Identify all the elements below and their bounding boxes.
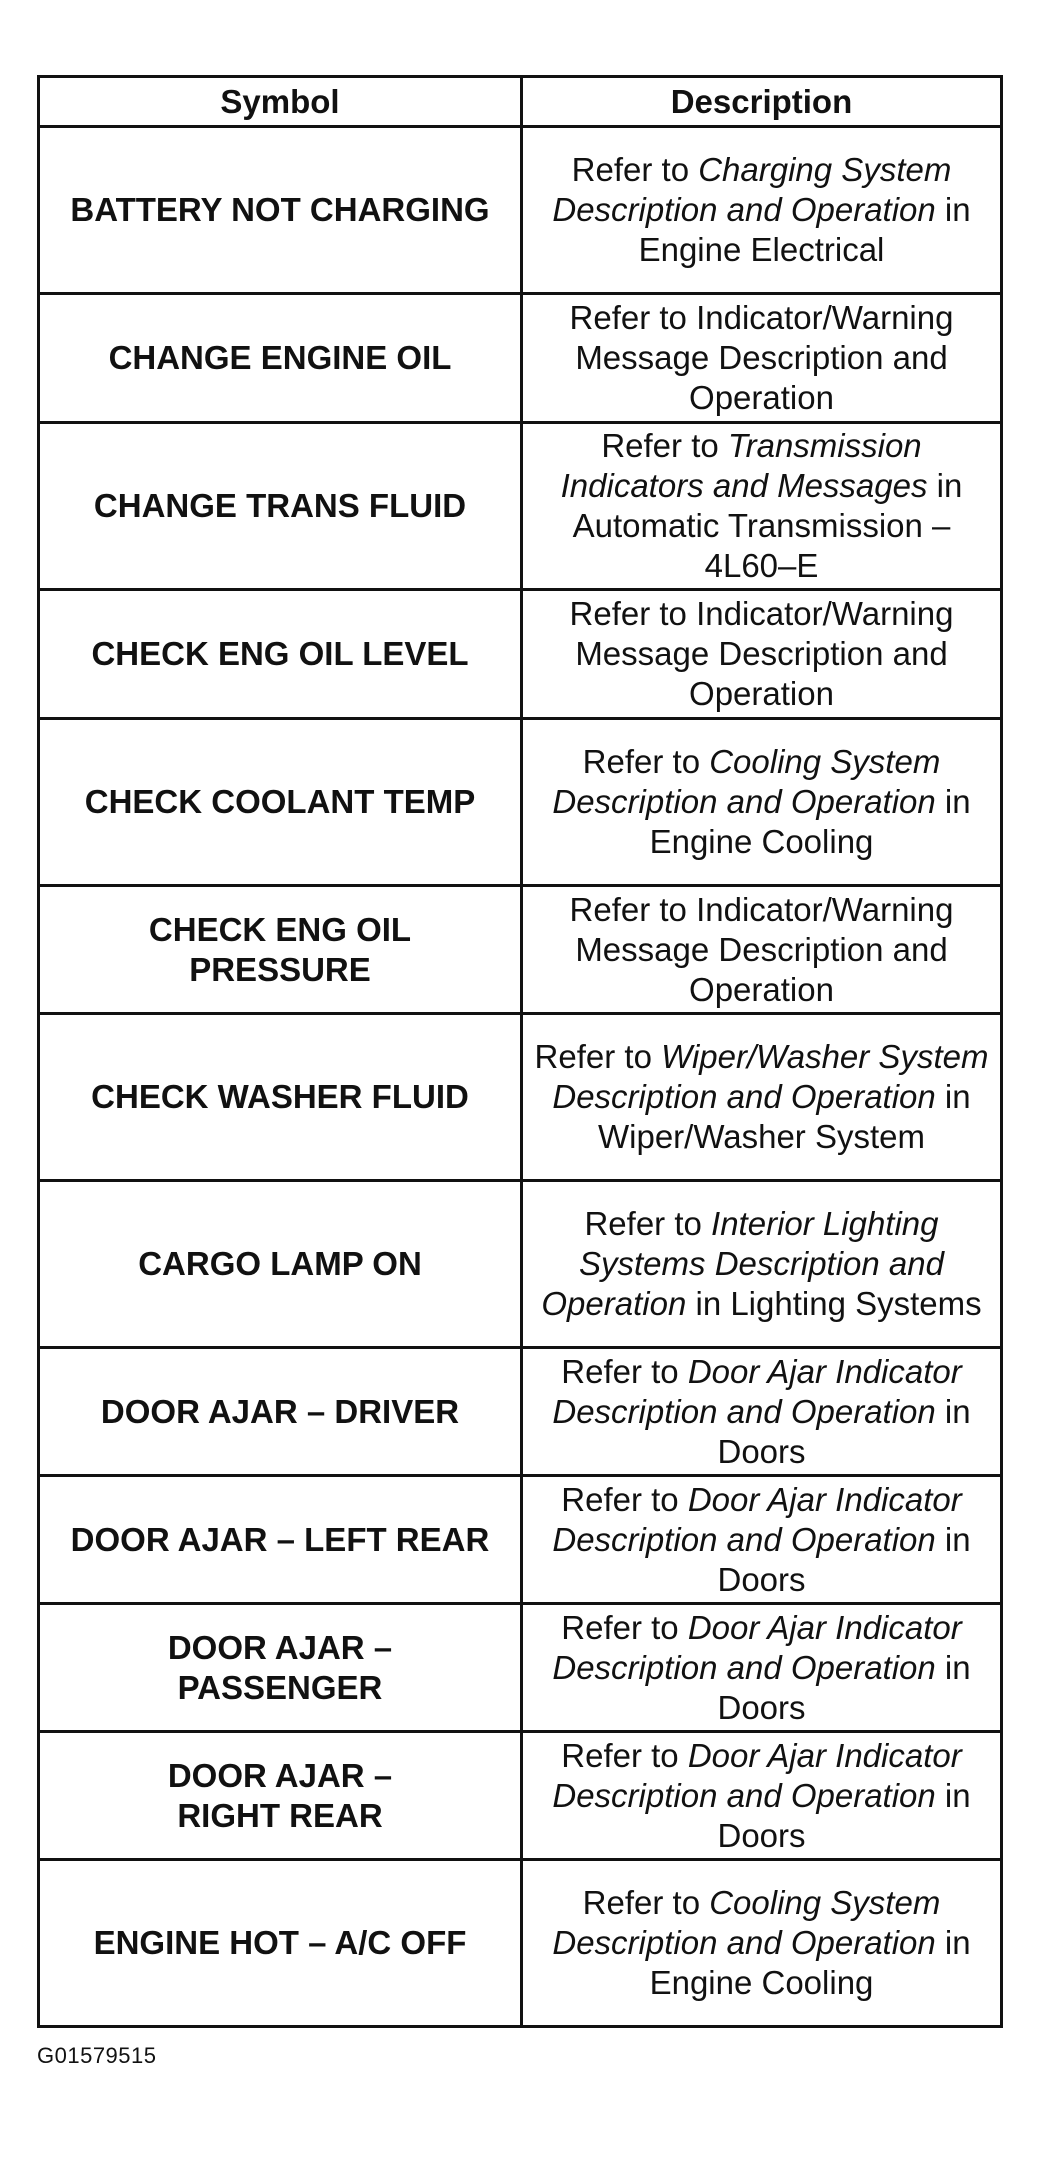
description-reference-title: Interior Lighting Systems Description and Operation [541,1205,944,1322]
symbol-cell [39,423,522,590]
table-row [39,294,1002,423]
description-reference-title: Door Ajar Indicator Description and Operation [552,1736,962,1814]
table-row [39,719,1002,886]
description-reference-title: Door Ajar Indicator Description and Operation [552,1480,962,1558]
symbol-text: DOOR AJAR – [167,1628,393,1666]
symbol-text: BATTERY NOT CHARGING [70,191,490,228]
description-cell [522,1732,1002,1860]
description-text: in Doors [717,1392,971,1470]
description-text: in Lighting Systems [686,1285,982,1322]
description-text: Refer to [571,151,699,188]
symbol-text: DOOR AJAR – DRIVER [100,1392,460,1430]
table-row [39,127,1002,294]
symbol-text: CARGO LAMP ON [138,1245,422,1282]
symbol-cell [39,1860,522,2027]
description-text: in Wiper/Washer System [597,1078,971,1155]
description-text: in Engine Cooling [649,783,971,860]
description-text: in Doors [717,1648,971,1726]
description-cell [522,886,1002,1014]
symbol-text: CHECK COOLANT TEMP [84,783,476,820]
description-reference-title: Door Ajar Indicator Description and Operation [552,1608,962,1686]
description-text: Refer to Indicator/Warning Message Description and Operation [569,595,954,712]
header-row [39,77,1002,127]
description-reference-title: Cooling System Description and Operation [552,743,941,820]
table-row [39,1604,1002,1732]
symbol-cell [39,1476,522,1604]
symbol-text: DOOR AJAR – LEFT REAR [70,1520,490,1558]
table-row [39,1014,1002,1181]
symbol-text: ENGINE HOT – A/C OFF [93,1924,467,1961]
header-symbol: Symbol [39,77,522,127]
description-text: Refer to [582,1884,710,1921]
description-reference-title: Cooling System Description and Operation [552,1884,941,1961]
symbol-text: CHANGE TRANS FLUID [93,487,467,524]
symbol-text: CHANGE ENGINE OIL [108,339,452,376]
table-row [39,1348,1002,1476]
symbol-text: PASSENGER [177,1668,383,1706]
description-text: Refer to [534,1038,662,1075]
description-cell [522,1181,1002,1348]
description-text: in Engine Cooling [649,1924,971,2001]
symbol-cell [39,590,522,719]
symbol-cell [39,1181,522,1348]
table-row [39,1732,1002,1860]
description-reference-title: Wiper/Washer System Description and Operation [552,1038,989,1115]
description-cell [522,1476,1002,1604]
description-text: Refer to [582,743,710,780]
description-cell [522,127,1002,294]
table-row [39,423,1002,590]
table-row [39,590,1002,719]
symbol-cell [39,719,522,886]
symbol-cell [39,1014,522,1181]
table-row [39,1476,1002,1604]
description-reference-title: Charging System Description and Operation [552,151,952,228]
symbol-text: RIGHT REAR [177,1796,383,1834]
description-text: Refer to [561,1480,688,1518]
symbol-text: CHECK WASHER FLUID [91,1078,469,1115]
table-row [39,886,1002,1014]
table-row [39,1181,1002,1348]
description-cell [522,1348,1002,1476]
description-text: Refer to Indicator/Warning Message Description and Operation [569,890,954,1008]
symbol-cell [39,1348,522,1476]
symbol-text: CHECK ENG OIL [148,910,412,948]
description-cell [522,1014,1002,1181]
description-text: Refer to Indicator/Warning Message Description and Operation [569,299,954,416]
description-text: Refer to [561,1736,688,1774]
header-description: Description [522,77,1002,127]
symbol-cell [39,294,522,423]
symbol-cell [39,1604,522,1732]
description-cell [522,423,1002,590]
description-cell [522,719,1002,886]
table-row [39,1860,1002,2027]
symbol-text: PRESSURE [189,950,371,988]
description-text: Refer to [561,1608,688,1646]
description-text: Refer to [584,1205,712,1242]
description-text: in Doors [717,1776,971,1854]
description-cell [522,1604,1002,1732]
description-text: Refer to [601,427,728,464]
symbol-cell [39,1732,522,1860]
figure-id: G01579515 [37,2043,157,2068]
symbol-cell [39,127,522,294]
description-text: Refer to [561,1352,688,1390]
description-text: in Engine Electrical [638,191,971,268]
symbol-text: DOOR AJAR – [167,1756,393,1794]
symbol-cell [39,886,522,1014]
description-cell [522,590,1002,719]
description-cell [522,1860,1002,2027]
description-reference-title: Transmission Indicators and Messages [560,427,928,504]
description-text: in Doors [717,1520,971,1598]
description-text: in Automatic Transmission – 4L60–E [572,467,963,584]
description-reference-title: Door Ajar Indicator Description and Operation [552,1352,962,1430]
symbol-text: CHECK ENG OIL LEVEL [91,635,469,672]
symbol-description-table [37,75,1003,2028]
description-cell [522,294,1002,423]
